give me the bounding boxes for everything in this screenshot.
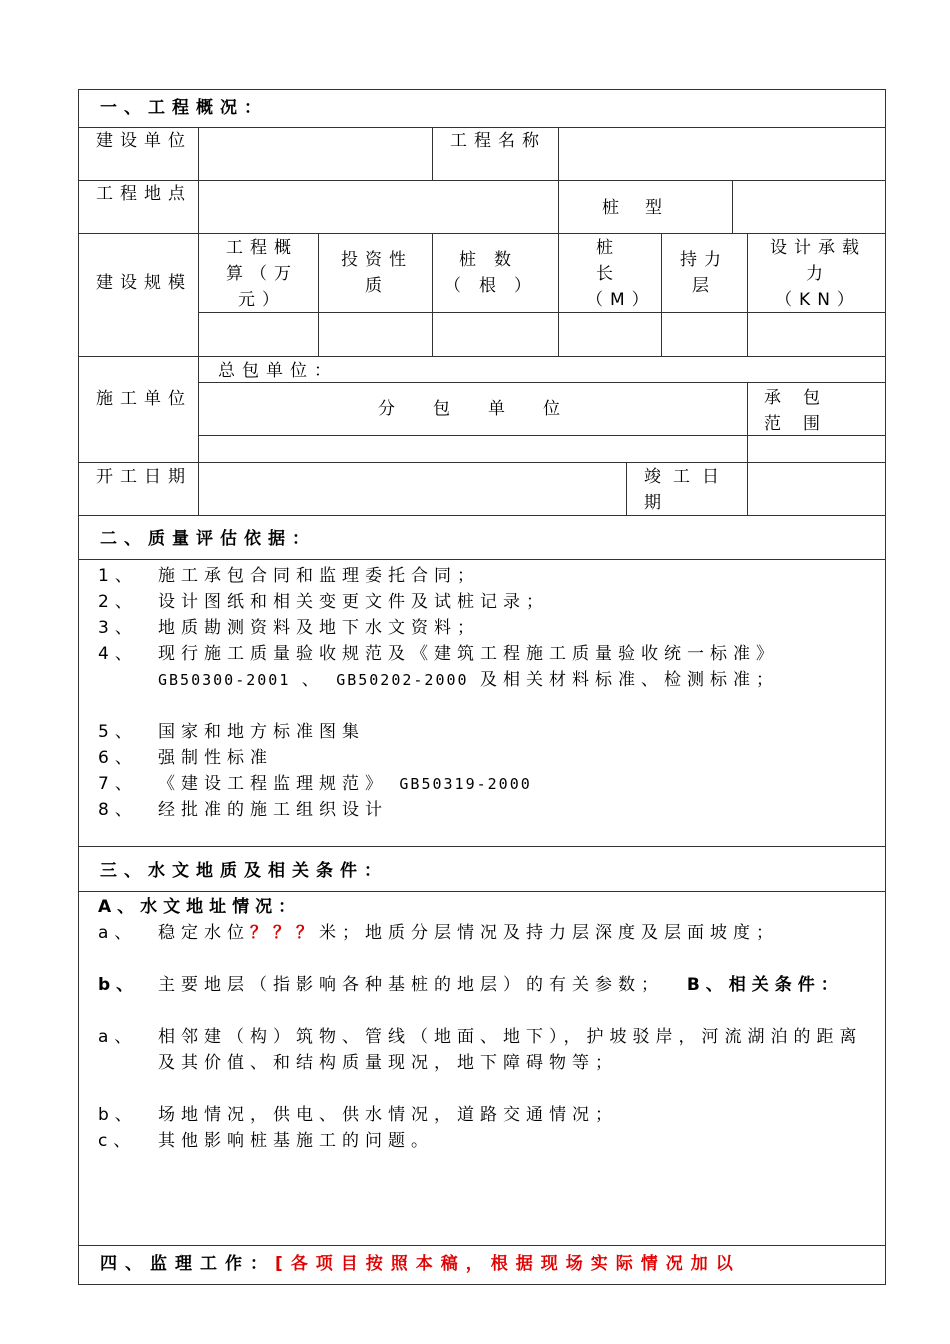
list-number: a、 xyxy=(98,1027,138,1047)
row-divider xyxy=(78,1245,886,1246)
list-item xyxy=(98,745,870,771)
list-item xyxy=(98,797,870,823)
label-design-capacity: 设计承载力（KN） xyxy=(770,238,866,310)
standard-code: GB50202-2000 xyxy=(336,671,469,689)
list-item xyxy=(98,920,870,946)
label-bearing-layer: 持力层 xyxy=(680,250,728,296)
list-item xyxy=(98,563,870,589)
subsection-title: B、相关条件： xyxy=(686,975,844,995)
list-item xyxy=(98,1102,870,1128)
label-subcontractor: 分包单位 xyxy=(378,399,598,419)
list-text: 设计图纸和相关变更文件及试桩记录； xyxy=(158,592,549,612)
label-budget: 工程概算（万元） xyxy=(226,238,298,310)
label-build-scale: 建设规模 xyxy=(96,273,192,293)
list-text: 强制性标准 xyxy=(158,748,273,768)
label-pile-count: 桩数（根） xyxy=(444,250,549,296)
list-item xyxy=(98,589,870,615)
list-number: 1、 xyxy=(98,566,138,586)
list-item xyxy=(98,641,870,693)
list-text: 《建设工程监理规范》 xyxy=(158,774,388,794)
list-number: b、 xyxy=(98,975,140,995)
list-item xyxy=(98,1024,870,1076)
placeholder-value: ？？？ xyxy=(250,923,319,943)
standard-code: GB50300-2001 xyxy=(158,671,291,689)
label-project-name: 工程名称 xyxy=(450,131,546,151)
list-number: 4、 xyxy=(98,644,138,664)
list-text: 现行施工质量验收规范及《建筑工程施工质量验收统一标准》 xyxy=(158,644,779,664)
list-number: c、 xyxy=(98,1131,137,1151)
list-item xyxy=(98,1128,870,1154)
form-sheet xyxy=(78,89,886,1285)
list-item xyxy=(98,615,870,641)
col-divider xyxy=(198,127,199,515)
col-divider xyxy=(558,233,559,356)
list-text-block xyxy=(158,771,870,797)
list-number: a、 xyxy=(98,923,138,943)
list-number: 5、 xyxy=(98,722,138,742)
col-divider xyxy=(558,127,559,180)
label-contract-scope: 承包范围 xyxy=(764,388,842,434)
label-pile-type: 桩型 xyxy=(602,198,688,218)
row-divider xyxy=(78,559,886,560)
section-title: 三、水文地质及相关条件： xyxy=(100,861,388,881)
instruction-note: [各项目按照本稿，根据现场实际情况加以 xyxy=(275,1254,741,1274)
list-number: b、 xyxy=(98,1105,138,1125)
col-divider xyxy=(747,233,748,356)
col-divider xyxy=(732,180,733,233)
section-title xyxy=(100,1251,741,1277)
label-finish-date: 竣工日期 xyxy=(644,467,731,513)
list-number: 2、 xyxy=(98,592,138,612)
col-divider xyxy=(747,462,748,515)
separator: 、 xyxy=(301,670,325,690)
list-number: 3、 xyxy=(98,618,138,638)
row-divider xyxy=(78,180,886,181)
border-top xyxy=(78,89,886,90)
section-title: 二、质量评估依据： xyxy=(100,529,316,549)
label-start-date: 开工日期 xyxy=(96,467,192,487)
label-project-location: 工程地点 xyxy=(96,184,192,204)
list-text: 米；地质分层情况及持力层深度及层面坡度； xyxy=(319,923,779,943)
col-divider xyxy=(747,382,748,462)
section-title-text: 四、监理工作： xyxy=(100,1254,275,1274)
list-text: 施工承包合同和监理委托合同； xyxy=(158,566,480,586)
col-divider xyxy=(661,233,662,356)
list-text-tail: 及相关材料标准、检测标准； xyxy=(479,670,779,690)
label-pile-length: 桩长（M） xyxy=(586,238,656,310)
col-divider xyxy=(432,233,433,356)
label-construction-unit: 施工单位 xyxy=(96,389,192,409)
label-general-contractor: 总包单位： xyxy=(218,361,338,381)
list-text: 主要地层（指影响各种基桩的地层）的有关参数； xyxy=(158,975,664,995)
border-left xyxy=(78,89,79,1285)
list-text: 稳定水位 xyxy=(158,923,250,943)
row-divider xyxy=(78,846,886,847)
border-bottom xyxy=(78,1284,886,1285)
list-text: 国家和地方标准图集 xyxy=(158,722,365,742)
border-right xyxy=(885,89,886,1285)
col-divider xyxy=(626,462,627,515)
col-divider xyxy=(318,233,319,356)
row-divider xyxy=(78,515,886,516)
subsection-title: A、水文地址情况： xyxy=(98,897,302,917)
list-text: 相邻建（构）筑物、管线（地面、地下），护坡驳岸，河流湖泊的距离及其价值、和结构质量现况，地下障碍物等； xyxy=(158,1027,863,1073)
list-text-block xyxy=(158,920,870,946)
list-text: 经批准的施工组织设计 xyxy=(158,800,388,820)
list-text: 其他影响桩基施工的问题。 xyxy=(158,1131,434,1151)
list-number: 8、 xyxy=(98,800,138,820)
list-text: 地质勘测资料及地下水文资料； xyxy=(158,618,480,638)
label-investment: 投资性质 xyxy=(341,250,413,296)
list-item xyxy=(98,719,870,745)
row-divider xyxy=(78,462,886,463)
row-divider xyxy=(78,233,886,234)
label-build-unit: 建设单位 xyxy=(96,131,192,151)
row-divider xyxy=(78,356,886,357)
list-text-block xyxy=(158,641,870,693)
section-title: 一、工程概况： xyxy=(100,98,268,118)
list-item xyxy=(98,972,870,998)
list-text: 场地情况，供电、供水情况，道路交通情况； xyxy=(158,1105,618,1125)
row-divider xyxy=(78,891,886,892)
list-item xyxy=(98,771,870,797)
list-number: 7、 xyxy=(98,774,138,794)
standard-code: GB50319-2000 xyxy=(399,775,532,793)
col-divider xyxy=(432,127,433,180)
list-number: 6、 xyxy=(98,748,138,768)
list-text-block xyxy=(158,972,870,998)
